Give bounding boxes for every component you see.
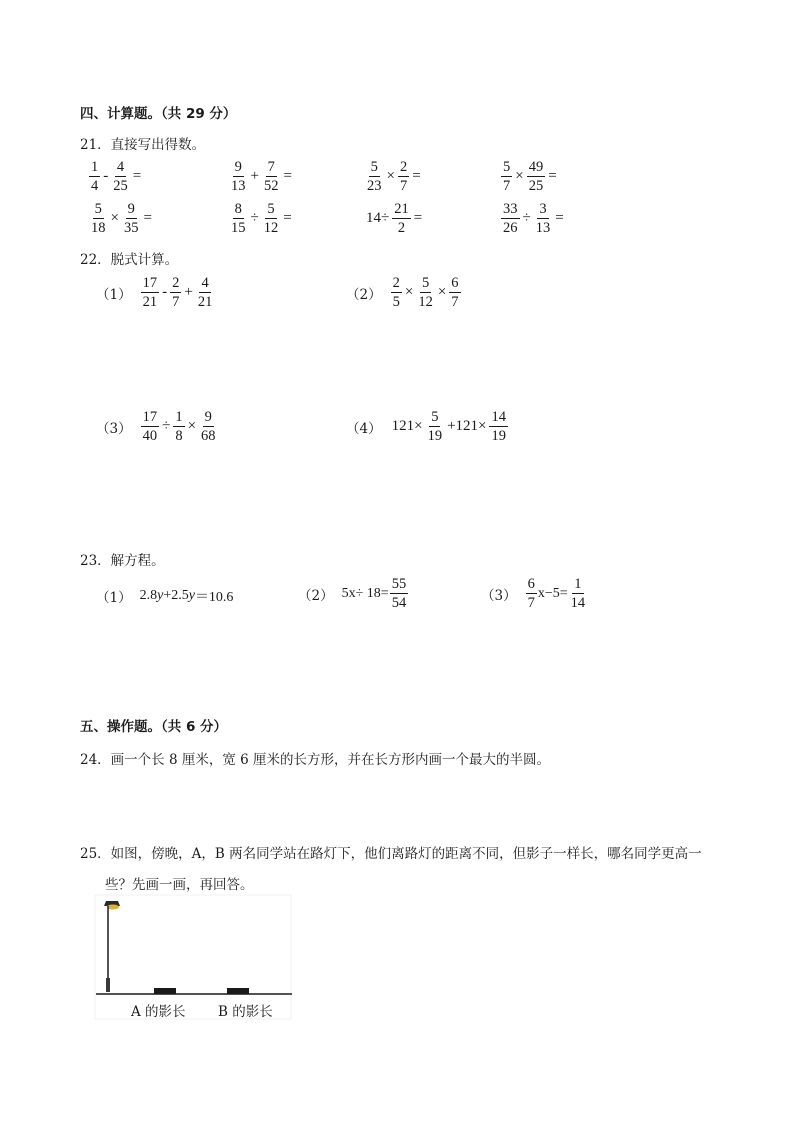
numerator: 5 xyxy=(431,409,439,425)
denominator: 35 xyxy=(123,219,139,236)
denominator: 7 xyxy=(527,594,535,611)
q21-item-1 xyxy=(88,160,143,193)
denominator: 19 xyxy=(427,427,443,444)
operator: × xyxy=(404,284,414,300)
operator: ÷ xyxy=(250,210,259,226)
section-title-calc: 四、计算题。（共 29 分） xyxy=(80,106,237,122)
denominator: 54 xyxy=(391,594,407,611)
denominator: 14 xyxy=(570,594,586,611)
operator: - xyxy=(103,168,109,184)
denominator: 5 xyxy=(392,293,400,310)
q21-item-8 xyxy=(500,202,566,235)
part-label: （2） xyxy=(346,286,382,303)
denominator: 13 xyxy=(231,177,246,194)
denominator: 2 xyxy=(397,219,406,236)
numerator: 17 xyxy=(142,409,158,425)
denominator: 13 xyxy=(535,219,551,236)
denominator: 15 xyxy=(231,219,246,236)
label-shadow-b: B 的影长 xyxy=(218,1004,273,1020)
numerator: 5 xyxy=(370,159,378,175)
numerator: 17 xyxy=(142,275,158,291)
denominator: 7 xyxy=(399,177,408,194)
q21-item-3 xyxy=(364,160,423,193)
street-lamp-figure xyxy=(94,894,294,1022)
equation-text: +2.5 xyxy=(163,588,189,603)
variable: y xyxy=(188,588,195,603)
equals: = xyxy=(548,168,557,184)
denominator: 40 xyxy=(142,427,158,444)
equals: = xyxy=(555,210,564,226)
numerator: 6 xyxy=(527,576,535,592)
numerator: 6 xyxy=(451,275,459,291)
denominator: 21 xyxy=(197,293,213,310)
q23-equation-2 xyxy=(298,577,409,610)
question-25-line-2: 些？先画一画，再回答。 xyxy=(105,877,254,893)
question-24-text: 24．画一个长 8 厘米，宽 6 厘米的长方形，并在长方形内画一个最大的半圆。 xyxy=(80,752,551,768)
numerator: 9 xyxy=(127,201,135,217)
question-25-line-1: 25．如图，傍晚，A，B 两名同学站在路灯下，他们离路灯的距离不同，但影子一样长，哪名同学更高一 xyxy=(80,846,702,862)
part-label: （2） xyxy=(298,587,334,604)
operator: × xyxy=(386,168,395,184)
numerator: 5 xyxy=(421,275,430,291)
equals: = xyxy=(412,168,421,184)
denominator: 26 xyxy=(503,219,518,236)
numerator: 4 xyxy=(116,159,125,175)
lamp-light-icon xyxy=(107,905,119,910)
q22-part-3 xyxy=(96,410,219,443)
numerator: 14 xyxy=(491,409,506,425)
q23-equation-1 xyxy=(96,586,233,606)
numerator: 9 xyxy=(204,409,212,425)
numerator: 49 xyxy=(528,159,544,175)
q21-item-6 xyxy=(228,202,294,235)
denominator: 18 xyxy=(91,219,106,236)
numerator: 1 xyxy=(91,159,99,175)
shadow-a xyxy=(154,988,176,994)
q23-equation-3 xyxy=(481,577,588,610)
operator: ÷ xyxy=(522,210,531,226)
equation-text: ＝10.6 xyxy=(194,590,234,605)
denominator: 7 xyxy=(172,293,180,310)
operator: × xyxy=(110,210,119,226)
q21-item-4 xyxy=(500,160,559,193)
operator: ÷ xyxy=(162,418,171,434)
question-22-title: 22．脱式计算。 xyxy=(80,252,179,268)
term-text: 121× xyxy=(391,418,423,434)
denominator: 23 xyxy=(367,177,382,194)
equals: = xyxy=(283,168,292,184)
lamp-base xyxy=(106,978,110,992)
q22-part-2 xyxy=(346,276,462,309)
operator: × xyxy=(515,168,524,184)
numerator: 5 xyxy=(94,201,102,217)
denominator: 7 xyxy=(451,293,459,310)
q21-item-7 xyxy=(364,202,424,235)
term-text: +121× xyxy=(447,418,487,434)
q22-part-4 xyxy=(346,410,509,443)
question-21-title: 21．直接写出得数。 xyxy=(80,137,206,153)
equals: = xyxy=(132,168,142,184)
denominator: 68 xyxy=(201,427,216,444)
numerator: 2 xyxy=(399,159,408,175)
variable: y xyxy=(157,588,164,603)
part-label: （4） xyxy=(346,420,382,437)
equation-text: 2.8 xyxy=(139,588,158,603)
denominator: 52 xyxy=(263,177,279,194)
q22-part-1 xyxy=(96,276,215,309)
operator: + xyxy=(184,284,193,300)
shadow-b xyxy=(227,988,249,994)
numerator: 33 xyxy=(503,201,518,217)
numerator: 7 xyxy=(267,159,275,175)
numerator: 2 xyxy=(392,275,400,291)
denominator: 12 xyxy=(263,219,279,236)
equation-text: 5x÷ 18= xyxy=(341,585,389,601)
numerator: 9 xyxy=(234,159,242,175)
prefix-text: 14÷ xyxy=(366,210,390,226)
numerator: 2 xyxy=(172,275,180,291)
denominator: 8 xyxy=(175,427,183,444)
part-label: （3） xyxy=(481,587,517,604)
numerator: 3 xyxy=(539,201,547,217)
numerator: 5 xyxy=(267,201,275,217)
numerator: 21 xyxy=(394,201,409,217)
q21-item-5 xyxy=(88,202,154,235)
q21-item-2 xyxy=(228,160,294,193)
numerator: 1 xyxy=(175,409,183,425)
part-label: （1） xyxy=(96,590,132,606)
equals: = xyxy=(143,210,152,226)
denominator: 25 xyxy=(528,177,544,194)
part-label: （3） xyxy=(96,420,132,437)
numerator: 1 xyxy=(574,576,582,592)
numerator: 5 xyxy=(503,159,511,175)
section-title-operation: 五、操作题。（共 6 分） xyxy=(80,719,228,735)
operator: - xyxy=(162,284,168,300)
numerator: 55 xyxy=(391,576,407,592)
label-shadow-a: A 的影长 xyxy=(131,1004,186,1020)
part-label: （1） xyxy=(96,286,132,303)
operator: × xyxy=(437,284,447,300)
denominator: 4 xyxy=(91,177,99,194)
operator: + xyxy=(250,168,259,184)
denominator: 21 xyxy=(142,293,158,310)
denominator: 7 xyxy=(503,177,511,194)
equals: = xyxy=(283,210,292,226)
equals: = xyxy=(413,210,423,226)
denominator: 25 xyxy=(113,177,128,194)
numerator: 4 xyxy=(201,275,209,291)
numerator: 8 xyxy=(234,201,242,217)
equation-text: x−5= xyxy=(537,585,568,601)
question-23-title: 23．解方程。 xyxy=(80,553,165,569)
denominator: 19 xyxy=(491,427,506,444)
denominator: 12 xyxy=(418,293,433,310)
operator: × xyxy=(187,418,197,434)
